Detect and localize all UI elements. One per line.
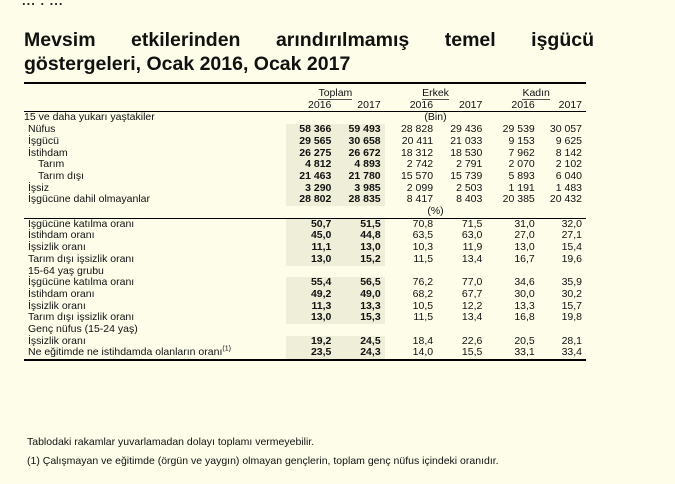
value-cell: 11,3 [286, 301, 335, 313]
value-cell: 15,2 [335, 254, 384, 266]
value-cell: 56,5 [335, 277, 384, 289]
value-cell: 55,4 [286, 277, 335, 289]
value-cell: 12,2 [461, 299, 483, 312]
row-label: İstihdam oranı [28, 287, 95, 300]
value-cell: 18,4 [412, 334, 434, 347]
table-row [24, 194, 586, 206]
value-cell: 3 985 [335, 183, 384, 195]
table-row [24, 277, 586, 289]
value-cell: 20 385 [502, 193, 535, 206]
labour-stats-table [24, 88, 586, 361]
value-cell: 28 835 [335, 194, 384, 206]
year-cell: 2016 [286, 100, 335, 112]
value-cell: 15,3 [335, 312, 384, 324]
value-cell: 8 142 [555, 146, 582, 159]
unit-bin: (Bin) [424, 111, 447, 124]
value-cell: 14,0 [385, 347, 437, 360]
row-label: İstihdam oranı [28, 229, 95, 242]
rates-1564-block [24, 277, 586, 324]
value-cell: 13,0 [514, 241, 535, 254]
value-cell: 2 742 [406, 158, 434, 171]
value-cell: 8 417 [406, 193, 434, 206]
table-row [24, 171, 586, 183]
value-cell: 18 530 [450, 146, 483, 159]
value-cell: 20 411 [401, 134, 434, 147]
value-cell: 77,0 [461, 276, 483, 289]
value-cell: 16,8 [514, 311, 535, 324]
value-cell: 19,6 [561, 252, 582, 265]
footnote-marker: (1) [222, 345, 231, 353]
year-cell: 2017 [437, 100, 486, 112]
value-cell: 24,5 [335, 336, 384, 348]
value-cell: 27,1 [561, 229, 582, 242]
value-cell: 19,2 [286, 336, 335, 348]
table-row [24, 347, 586, 360]
table-row [24, 254, 586, 266]
year-cell: 2016 [486, 100, 538, 112]
value-cell: 15 570 [400, 169, 434, 182]
value-cell: 13,3 [514, 299, 535, 312]
value-cell: 5 893 [508, 169, 535, 182]
table-row [24, 289, 586, 301]
group-header-row [24, 88, 586, 100]
value-cell: 67,7 [461, 287, 483, 300]
value-cell: 34,6 [514, 276, 535, 289]
row-label: Ne eğitimde ne istihdamda olanların oranı$^{(1)}$ [24, 347, 286, 360]
unit-pct: (%) [427, 205, 444, 218]
row-label: İstihdam [28, 146, 68, 159]
value-cell: 30 658 [335, 136, 384, 148]
value-cell: 13,0 [286, 254, 335, 266]
value-cell: 6 040 [555, 169, 582, 182]
value-cell: 11,9 [462, 241, 483, 254]
value-cell: 8 403 [456, 193, 483, 206]
row-label: İşsiz [28, 181, 49, 194]
value-cell: 29 539 [502, 123, 535, 136]
value-cell: 44,8 [335, 230, 384, 242]
value-cell: 11,1 [286, 242, 335, 254]
absolute-values-block [24, 124, 586, 206]
value-cell: 15,4 [561, 241, 582, 254]
value-cell: 11,5 [413, 311, 434, 324]
value-cell: 35,9 [561, 276, 582, 289]
table-row [24, 230, 586, 242]
header-fragment: ... . ... [22, 0, 64, 8]
value-cell: 28 828 [400, 123, 434, 136]
value-cell: 70,8 [385, 218, 437, 230]
value-cell: 9 625 [555, 134, 582, 147]
value-cell: 32,0 [539, 218, 586, 230]
value-cell: 33,1 [486, 347, 538, 360]
row-label: Nüfus [28, 123, 56, 136]
group-toplam: Toplam [318, 87, 353, 99]
value-cell: 11,5 [413, 252, 434, 265]
page-title [24, 28, 594, 76]
value-cell: 31,0 [486, 218, 538, 230]
value-cell: 13,4 [461, 311, 483, 324]
value-cell: 13,0 [286, 312, 335, 324]
title-line-1: Mevsim etkilerinden arındırılmamış temel işgücü [24, 29, 594, 51]
title-rule [24, 82, 586, 84]
value-cell: 58 366 [286, 124, 335, 136]
value-cell: 71,5 [437, 218, 486, 230]
footnote-1: (1) Çalışmayan ve eğitimde (örgün ve yaygın) olmayan gençlerin, toplam genç nüfus içindeki oranıdır. [27, 455, 499, 467]
value-cell: 16,7 [514, 252, 535, 265]
row-label: Tarım [38, 158, 65, 171]
value-cell: 13,0 [335, 242, 384, 254]
section-row [24, 324, 586, 336]
value-cell: 2 102 [555, 158, 582, 171]
value-cell: 30,2 [561, 287, 582, 300]
value-cell: 49,2 [286, 289, 335, 301]
value-cell: 2 791 [456, 158, 483, 171]
value-cell: 26 275 [286, 148, 335, 160]
table-row [24, 136, 586, 148]
value-cell: 23,5 [286, 347, 335, 360]
value-cell: 76,2 [412, 276, 434, 289]
value-cell: 30,0 [514, 287, 535, 300]
row-label: İşsizlik oranı [28, 241, 86, 254]
row-label: Tarım dışı [38, 169, 85, 182]
value-cell: 22,6 [461, 334, 483, 347]
value-cell: 27,0 [514, 229, 535, 242]
value-cell: 7 962 [508, 146, 535, 159]
value-cell: 68,2 [412, 287, 434, 300]
value-cell: 51,5 [335, 218, 384, 230]
row-label: İşsizlik oranı [28, 334, 86, 347]
value-cell: 10,3 [412, 241, 434, 254]
value-cell: 29 436 [450, 123, 483, 136]
value-cell: 15 739 [450, 169, 483, 182]
value-cell: 21 780 [335, 171, 384, 183]
value-cell: 4 812 [286, 159, 335, 171]
value-cell: 1 483 [555, 181, 582, 194]
value-cell: 59 493 [335, 124, 384, 136]
row-label: Tarım dışı işsizlik oranı [28, 252, 135, 265]
value-cell: 15,7 [561, 299, 582, 312]
value-cell: 3 290 [286, 183, 335, 195]
row-label: İşgücüne katılma oranı [28, 276, 135, 289]
section-row [24, 206, 586, 218]
footnote-rounding: Tablodaki rakamlar yuvarlamadan dolayı toplamı vermeyebilir. [27, 436, 315, 448]
year-cell: 2017 [539, 100, 586, 112]
value-cell: 26 672 [335, 148, 384, 160]
rates-15plus-block [24, 218, 586, 265]
section-age1564: 15-64 yaş grubu [28, 264, 104, 277]
value-cell: 30 057 [549, 123, 582, 136]
value-cell: 19,8 [561, 311, 582, 324]
value-cell: 20 432 [549, 193, 582, 206]
row-label: Tarım dışı işsizlik oranı [28, 311, 135, 324]
value-cell: 9 153 [508, 134, 535, 147]
group-erkek: Erkek [422, 87, 449, 99]
value-cell: 13,3 [335, 301, 384, 313]
value-cell: 2 070 [508, 158, 535, 171]
value-cell: 29 565 [286, 136, 335, 148]
value-cell: 49,0 [335, 289, 384, 301]
title-line-2: göstergeleri, Ocak 2016, Ocak 2017 [24, 53, 351, 75]
rates-youth-block [24, 336, 586, 360]
value-cell: 18 312 [400, 146, 434, 159]
value-cell: 2 099 [406, 181, 434, 194]
value-cell: 63,5 [412, 229, 434, 242]
row-label: İşgücüne dahil olmayanlar [28, 193, 150, 206]
row-label: İşgücüne katılma oranı [24, 218, 286, 230]
value-cell: 28,1 [561, 334, 582, 347]
table-row [24, 218, 586, 230]
value-cell: 2 503 [456, 181, 483, 194]
year-cell: 2017 [335, 100, 384, 112]
value-cell: 21 463 [286, 171, 335, 183]
section-youth: Genç nüfus (15-24 yaş) [28, 323, 138, 336]
value-cell: 50,7 [286, 218, 335, 230]
section-age15: 15 ve daha yukarı yaştakiler [24, 111, 155, 124]
value-cell: 20,5 [514, 334, 535, 347]
value-cell: 33,4 [539, 347, 586, 360]
value-cell: 21 033 [450, 134, 483, 147]
row-label: İşsizlik oranı [28, 299, 86, 312]
value-cell: 10,5 [412, 299, 434, 312]
value-cell: 4 893 [335, 159, 384, 171]
row-label: İşgücü [28, 134, 59, 147]
value-cell: 63,0 [461, 229, 483, 242]
value-cell: 1 191 [508, 181, 535, 194]
value-cell: 13,4 [461, 252, 483, 265]
year-cell: 2016 [385, 100, 437, 112]
group-kadin: Kadın [522, 87, 550, 99]
value-cell: 45,0 [286, 230, 335, 242]
value-cell: 15,5 [437, 347, 486, 360]
value-cell: 28 802 [286, 194, 335, 206]
value-cell: 24,3 [335, 347, 384, 360]
year-header-row [24, 100, 586, 112]
